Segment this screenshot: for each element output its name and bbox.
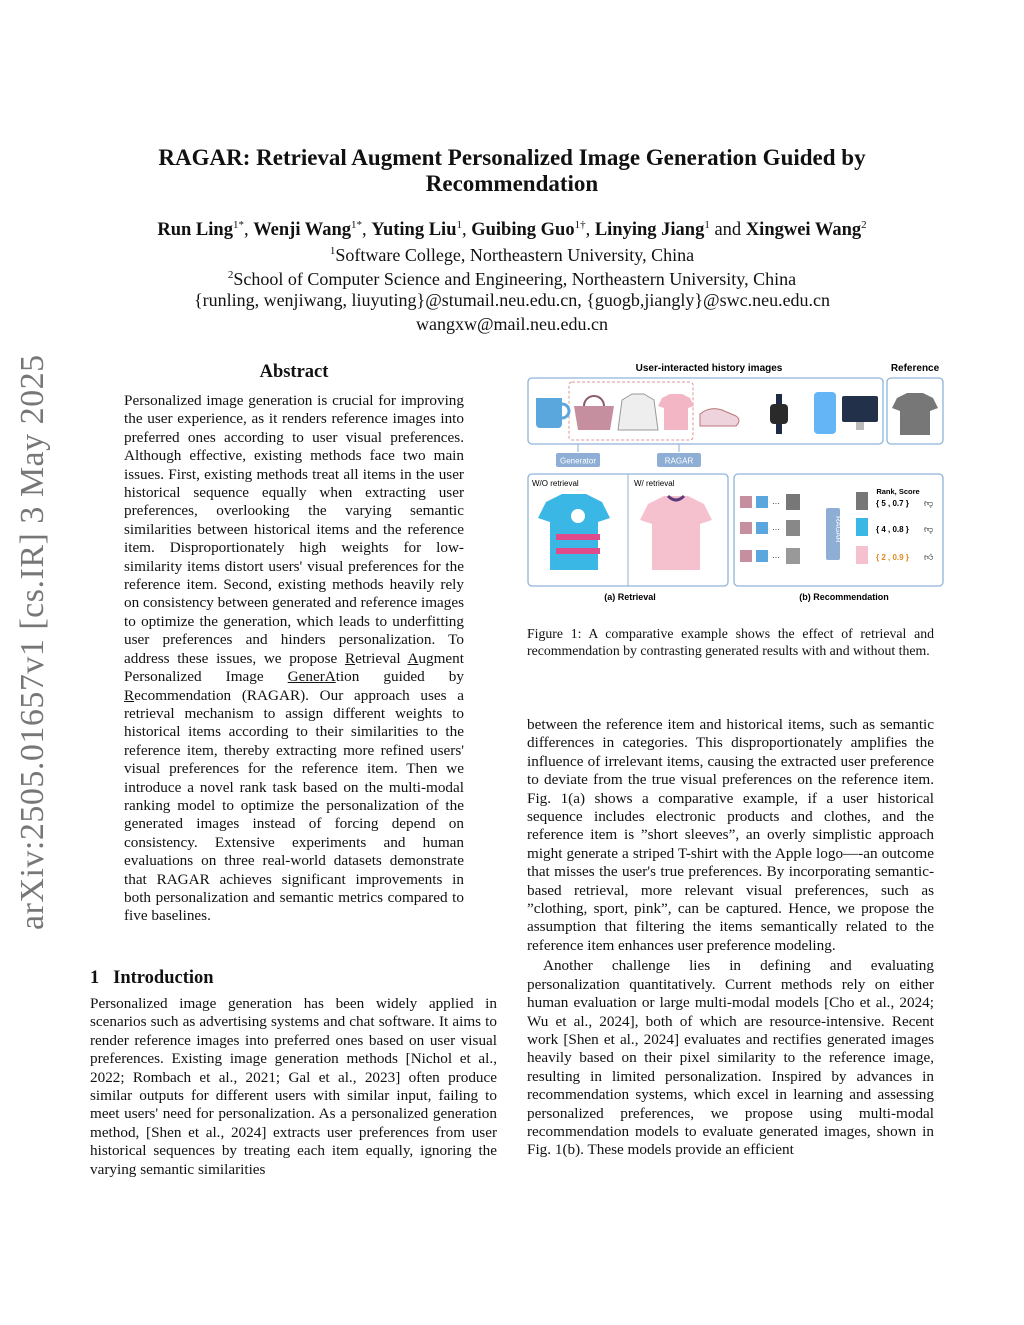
stripe bbox=[556, 534, 600, 540]
stripe bbox=[556, 548, 600, 554]
thumb-down-icon: 👎︎ bbox=[924, 498, 934, 508]
generated-tshirt-icon bbox=[856, 518, 868, 536]
abstract-text-1: Personalized image generation is crucial for improving the user experience, as it renders reference images into preferred ones according to user visual preferences. Although effective, existing methods face two main issues. First, existing methods treat all items in the user historical sequence equally when extracting user preferences, overlooking the varying semantic similarities between historical items and the reference item. Disproportionately high weights for low-similarity items distort users' visual preferences for the reference item. Second, existing methods heavily rely on consistency between generated and reference images to optimize the generation, which leads to underfitting user preferences and hinders personalization. To address these issues, we propose bbox=[124, 392, 464, 667]
ragar-ranker-label: RAGAR bbox=[834, 516, 843, 543]
author-name: Linying Jiang bbox=[594, 220, 705, 241]
subcaption-b: (b) Recommendation bbox=[799, 592, 889, 602]
bag-icon bbox=[740, 496, 752, 508]
monitor-icon bbox=[842, 396, 878, 422]
author-sup: 1 bbox=[456, 219, 462, 231]
acronym-letter: R bbox=[344, 649, 356, 667]
intro-body: Personalized image generation has been widely applied in scenarios such as advertising systems and chat software. It aims to render reference images into preferred ones based on user visual preferences. Existing image generation methods [Nichol et al., 2022; Rombach et al., 2021; Gal et al., 2023] often produce similar outputs for different users with similar input, failing to meet users' need for personalization. As a personalized generation method, [Shen et al., 2024] extracts user preferences from user historical sequences by treating each item equally, ignoring the varying semantic similarities bbox=[90, 995, 497, 1178]
author-and: and bbox=[714, 220, 742, 241]
affiliation-text: Software College, Northeastern University, China bbox=[335, 245, 695, 265]
score-3: { 2 , 0.9 } bbox=[876, 553, 909, 562]
wo-retrieval-label: W/O retrieval bbox=[532, 479, 579, 488]
thumb-up-icon: 👍︎ bbox=[924, 552, 934, 562]
emails-line-1: {runling, wenjiwang, liuyuting}@stumail.neu.edu.cn, {guogb,jiangly}@swc.neu.edu.cn bbox=[193, 290, 831, 310]
paragraph: between the reference item and historical items, such as semantic differences in categories. This disproportionately amplifies the influence of irrelevant items, causing the extracted user preference to deviate from the true visual preferences on the reference item. Fig. 1(a) shows a comparative example, if a user historical sequence includes electronic products and clothes, and the reference item is ”short sleeves”, an overly simplistic approach might generate a striped T-shirt with the Apple logo—-an outcome that misses the user's true preferences. By incorporating semantic-based retrieval, more relevant visual preferences, such as ”clothing, sport, pink”, can be captured. Hence, we propose the assumption that filtering the items semantically related to the reference item enhances user preference modeling. bbox=[527, 716, 934, 954]
author-sup: 1* bbox=[351, 219, 363, 231]
abstract-body bbox=[124, 392, 464, 926]
section-title: Introduction bbox=[113, 968, 214, 988]
striped-tshirt-icon bbox=[538, 494, 610, 570]
author-sup: 1† bbox=[574, 219, 586, 231]
ellipsis: ··· bbox=[772, 553, 780, 562]
bag-icon bbox=[740, 522, 752, 534]
generated-tshirt-icon bbox=[856, 546, 868, 564]
abstract-heading: Abstract bbox=[259, 362, 329, 382]
author-name: Guibing Guo bbox=[471, 220, 575, 241]
author-sup: 1* bbox=[232, 219, 244, 231]
right-column-body bbox=[527, 716, 934, 1160]
acronym-text: ecommendation bbox=[134, 686, 232, 704]
bag-icon bbox=[740, 550, 752, 562]
bag-icon bbox=[574, 406, 614, 430]
reference-tshirt-icon bbox=[892, 393, 938, 435]
author-name: Yuting Liu bbox=[371, 220, 457, 241]
affiliation-text: School of Computer Science and Engineering, Northeastern University, China bbox=[233, 269, 797, 289]
intro-heading bbox=[90, 968, 214, 989]
bag-handle-icon bbox=[584, 396, 604, 406]
sneaker-icon bbox=[700, 409, 739, 426]
affiliation-sup: 1 bbox=[329, 245, 336, 257]
shirt-icon bbox=[658, 394, 694, 430]
author-name: Wenji Wang bbox=[253, 220, 352, 241]
acronym-letter: A bbox=[324, 668, 336, 686]
ellipsis: ··· bbox=[772, 499, 780, 508]
acronym-letter: R bbox=[124, 686, 135, 704]
abstract-text-2: (RAGAR). Our approach uses a retrieval mechanism to assign different weights to historical items according to their similarities to the reference item, thereby extracting more refined users' visual preferences for the reference item. Then we introduce a novel rank task based on the multi-modal ranking model to optimize the personalization of the generated images instead of forcing depend on consistency. Extensive experiments and human evaluations on three real-world datasets demonstrate that RAGAR achieves significant improvements in both personalization and semantic metrics compared to five baselines. bbox=[124, 686, 464, 925]
thumb-down-icon: 👎︎ bbox=[924, 524, 934, 534]
title-line-1: RAGAR: Retrieval Augment Personalized Image Generation Guided by bbox=[158, 145, 866, 170]
acronym-text: ugment Personalized Image bbox=[124, 649, 464, 686]
acronym-text: etrieval bbox=[355, 649, 408, 667]
watch-icon bbox=[770, 404, 788, 424]
tshirt-icon bbox=[786, 494, 800, 510]
mug-icon bbox=[756, 522, 768, 534]
emails-line-2: wangxw@mail.neu.edu.cn bbox=[415, 314, 609, 334]
score-2: { 4 , 0.8 } bbox=[876, 525, 909, 534]
section-number: 1 bbox=[90, 968, 100, 988]
tshirt-icon bbox=[786, 548, 800, 564]
w-retrieval-label: W/ retrieval bbox=[634, 479, 675, 488]
paper-title bbox=[60, 145, 964, 197]
acronym-letter: Gener bbox=[287, 668, 325, 686]
author-list: Run Ling$^{1*}$, Wenji Wang$^{1*}$, Yuting Liu$^1$, Guibing Guo$^{1\dagger}$, Linying Jiang$^1$ and Xingwei Wang$^2$ bbox=[157, 219, 867, 241]
rank-score-label: Rank, Score bbox=[876, 487, 920, 496]
acronym-letter: A bbox=[407, 649, 419, 667]
figure-caption: Figure 1: A comparative example shows the effect of retrieval and recommendation by contrasting generated results with and without them. bbox=[527, 626, 934, 658]
author-name: Xingwei Wang bbox=[745, 220, 862, 241]
apple-logo-icon bbox=[571, 509, 585, 523]
reference-label: Reference bbox=[890, 363, 940, 374]
author-sup: 2 bbox=[861, 219, 867, 231]
mug-icon bbox=[756, 496, 768, 508]
history-label: User-interacted history images bbox=[635, 363, 783, 374]
author-sup: 1 bbox=[704, 219, 710, 231]
mug-icon bbox=[536, 398, 562, 428]
tshirt-icon bbox=[786, 520, 800, 536]
generated-tshirt-icon bbox=[856, 492, 868, 510]
subcaption-a: (a) Retrieval bbox=[604, 592, 656, 602]
score-1: { 5 , 0.7 } bbox=[876, 499, 909, 508]
author-name: Run Ling bbox=[157, 220, 233, 241]
pink-tshirt-icon bbox=[640, 496, 712, 570]
generator-tag-label: Generator bbox=[559, 456, 597, 466]
affiliation-sup: 2 bbox=[227, 269, 234, 281]
mug-handle-icon bbox=[562, 404, 569, 418]
monitor-stand-icon bbox=[856, 422, 864, 430]
figure-1 bbox=[524, 356, 946, 606]
paragraph: Another challenge lies in defining and evaluating personalization quantitatively. Current methods rely on either human evaluation or large multi-modal models [Cho et al., 2024; Wu et al., 2024], both of which are resource-intensive. Recent work [Shen et al., 2024] evaluates and rectifies generated images heavily based on their pixel similarity to the reference image, resulting in limited personalization. Inspired by advances in recommendation systems, which excel in learning and assessing personalized preferences, we propose using multi-modal recommendation models to evaluate generated images, shown in Fig. 1(b). These models provide an efficient bbox=[527, 957, 934, 1159]
arxiv-identifier: arXiv:2505.01657v1 [cs.IR] 3 May 2025 bbox=[14, 354, 51, 930]
ragar-tag-label: RAGAR bbox=[664, 456, 694, 466]
phone-icon bbox=[814, 392, 836, 434]
mug-icon bbox=[756, 550, 768, 562]
hoodie-icon bbox=[618, 394, 658, 430]
affiliation-2 bbox=[60, 263, 964, 291]
ellipsis: ··· bbox=[772, 525, 780, 534]
title-line-2: Recommendation bbox=[425, 171, 599, 196]
acronym-text: tion guided by bbox=[335, 668, 464, 686]
